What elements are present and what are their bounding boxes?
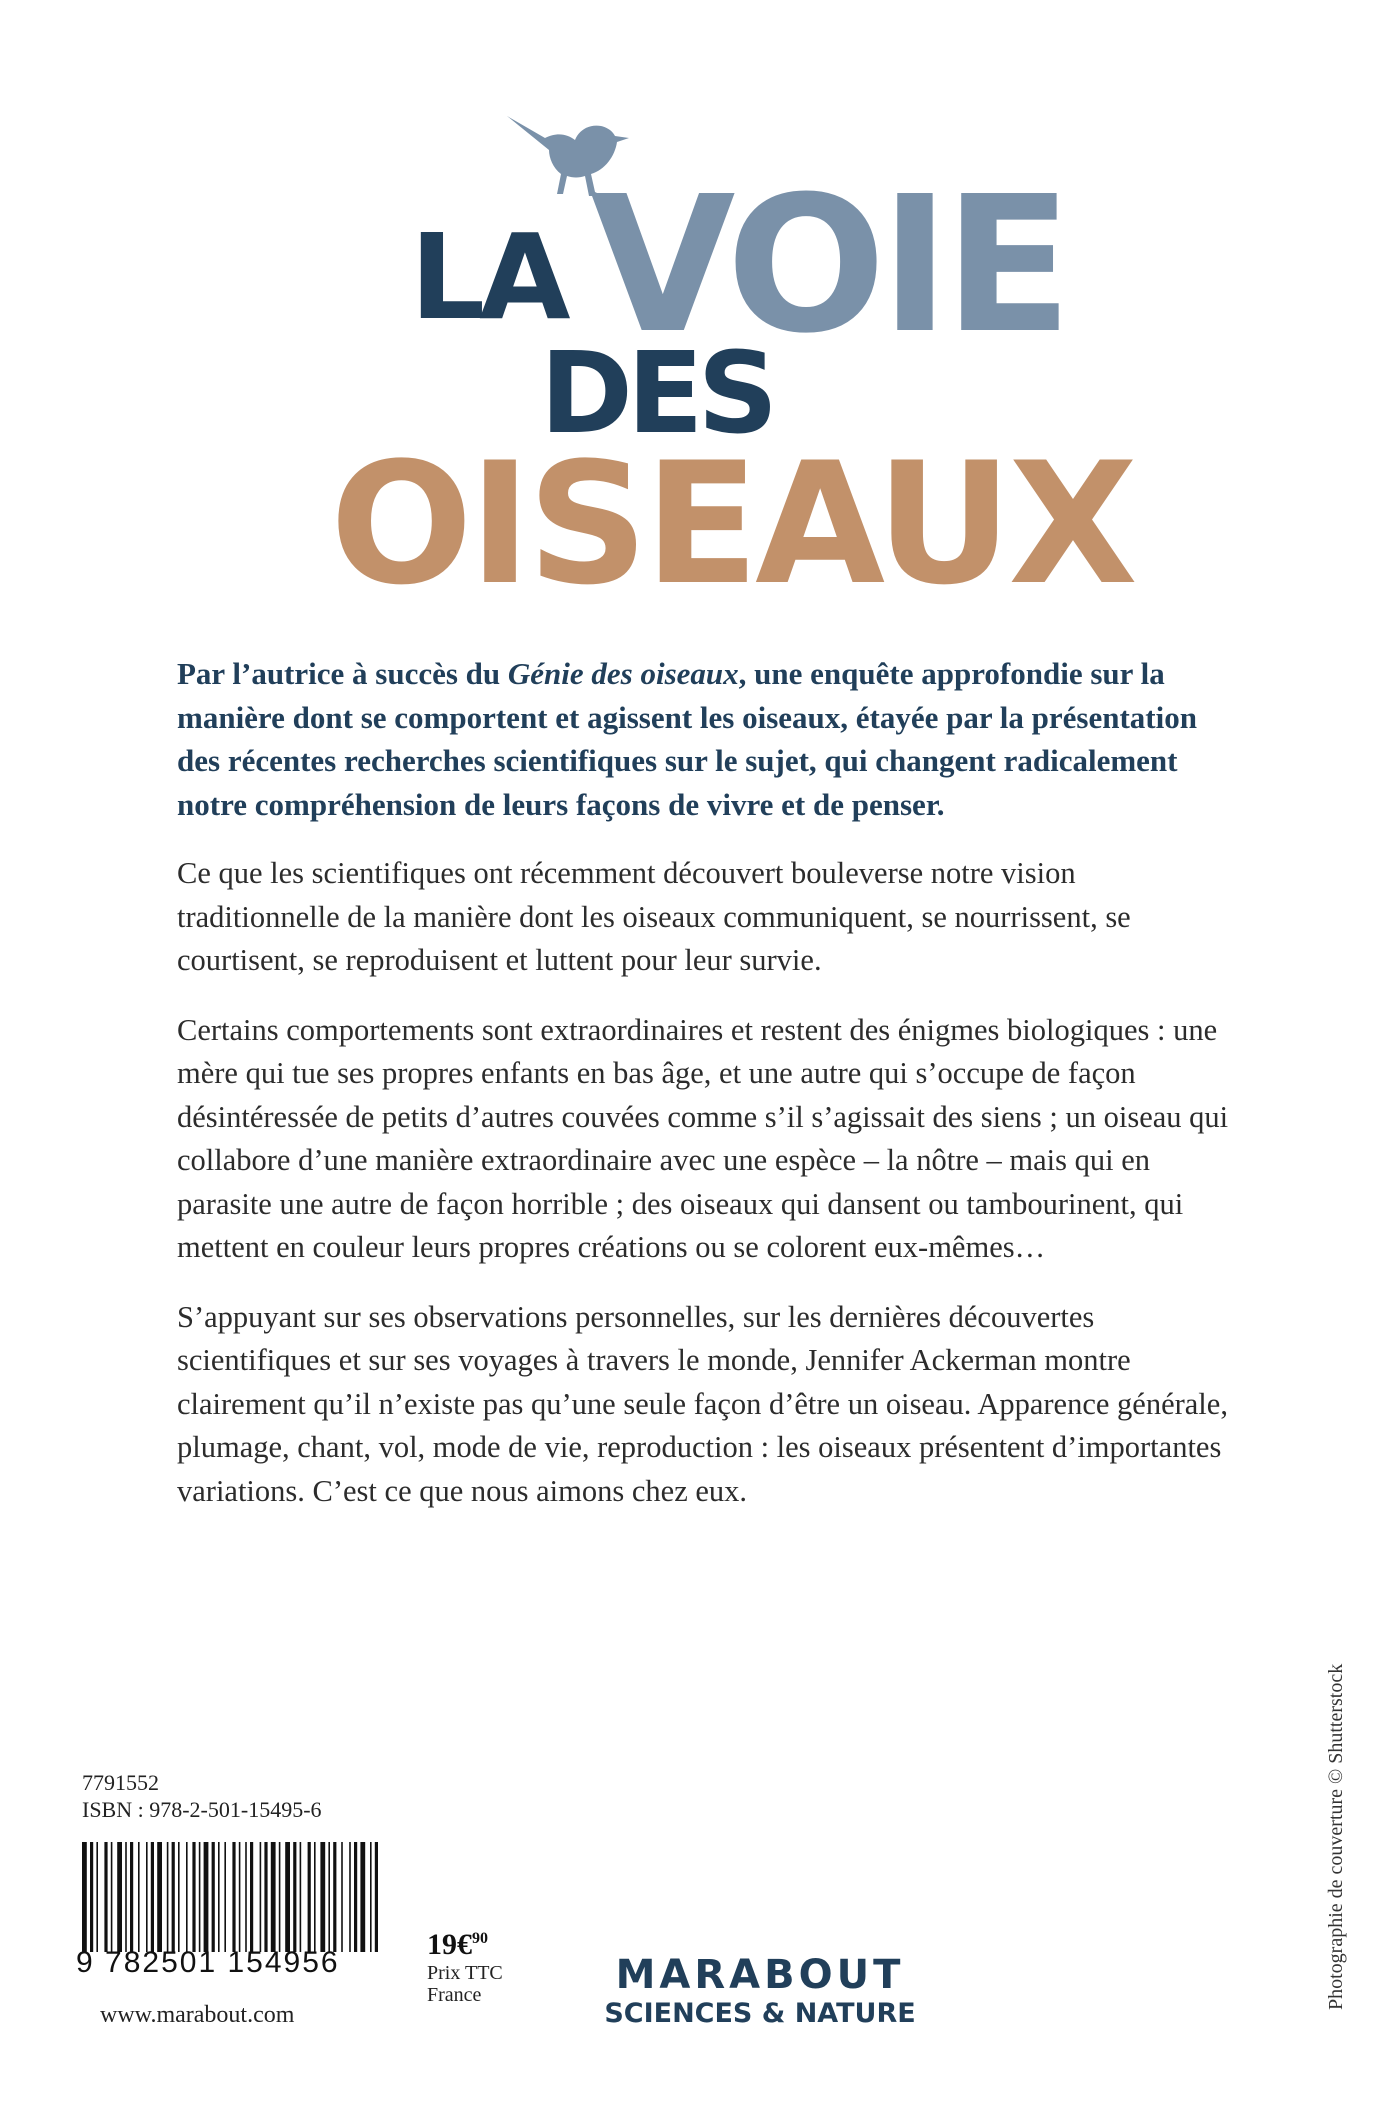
price: [427, 1928, 488, 1962]
publisher-name: MARABOUT: [615, 1952, 905, 1998]
isbn: ISBN : 978-2-501-15495-6: [82, 1797, 322, 1822]
title-la: LA: [410, 208, 565, 346]
publisher-logo: [595, 1953, 925, 2031]
price-line-2: France: [427, 1984, 482, 2006]
paragraph-2: Certains comportements sont extraordinaires et restent des énigmes biologiques : une mère qui tue ses propres enfants en bas âge, et une autre qui s’occupe de façon désintéressée de petits d’autres couvées comme s’il s’agissait des siens ; un oiseau qui collabore d’une manière extraordinaire avec une espèce – la nôtre – mais qui en parasite une autre de façon horrible ; des oiseaux qui dansent ou tambourinent, qui mettent en couleur leurs propres créations ou se colorent eux-mêmes…: [177, 1012, 1229, 1264]
lead-part2: , une enquête approfondie sur la manière dont se comportent et agissent les oiseaux, étayée par la présentation des récentes recherches scientifiques sur le sujet, qui changent radicalement notre compréhension de leurs façons de vivre et de penser.: [177, 656, 1197, 822]
barcode-digits: 9 782501 154956: [76, 1946, 340, 1979]
title-des: DES: [540, 329, 773, 459]
barcode: [80, 1842, 380, 1952]
title-voie: VOIE: [590, 156, 1067, 375]
product-code: 7791552: [82, 1770, 159, 1795]
lead-book-ref: Génie des oiseaux: [507, 656, 739, 691]
price-main: 19€: [427, 1928, 472, 1961]
title-oiseaux: OISEAUX: [330, 426, 1134, 622]
website-link[interactable]: www.marabout.com: [100, 2002, 295, 2028]
back-cover-text: [177, 652, 1237, 1539]
price-cents: 90: [472, 1930, 488, 1947]
price-line-1: Prix TTC: [427, 1962, 503, 1984]
publisher-collection: SCIENCES & NATURE: [604, 1998, 916, 2029]
lead-part1: Par l’autrice à succès du: [177, 656, 508, 691]
photo-credit: Photographie de couverture © Shutterstock: [1325, 1663, 1347, 2010]
paragraph-1: Ce que les scientifiques ont récemment découvert bouleverse notre vision traditionnelle de la manière dont les oiseaux communiquent, se nourrissent, se courtisent, se reproduisent et luttent pour leur survie.: [177, 856, 1131, 977]
lead-paragraph: [177, 652, 1237, 826]
book-title: [0, 0, 1400, 620]
paragraph-3: S’appuyant sur ses observations personnelles, sur les dernières découvertes scientifiques et sur ses voyages à travers le monde, Jennifer Ackerman montre clairement qu’il n’existe pas qu’une seule façon d’être un oiseau. Apparence générale, plumage, chant, vol, mode de vie, reproduction : les oiseaux présentent d’importantes variations. C’est ce que nous aimons chez eux.: [177, 1299, 1228, 1508]
price-details: [427, 1962, 503, 2006]
